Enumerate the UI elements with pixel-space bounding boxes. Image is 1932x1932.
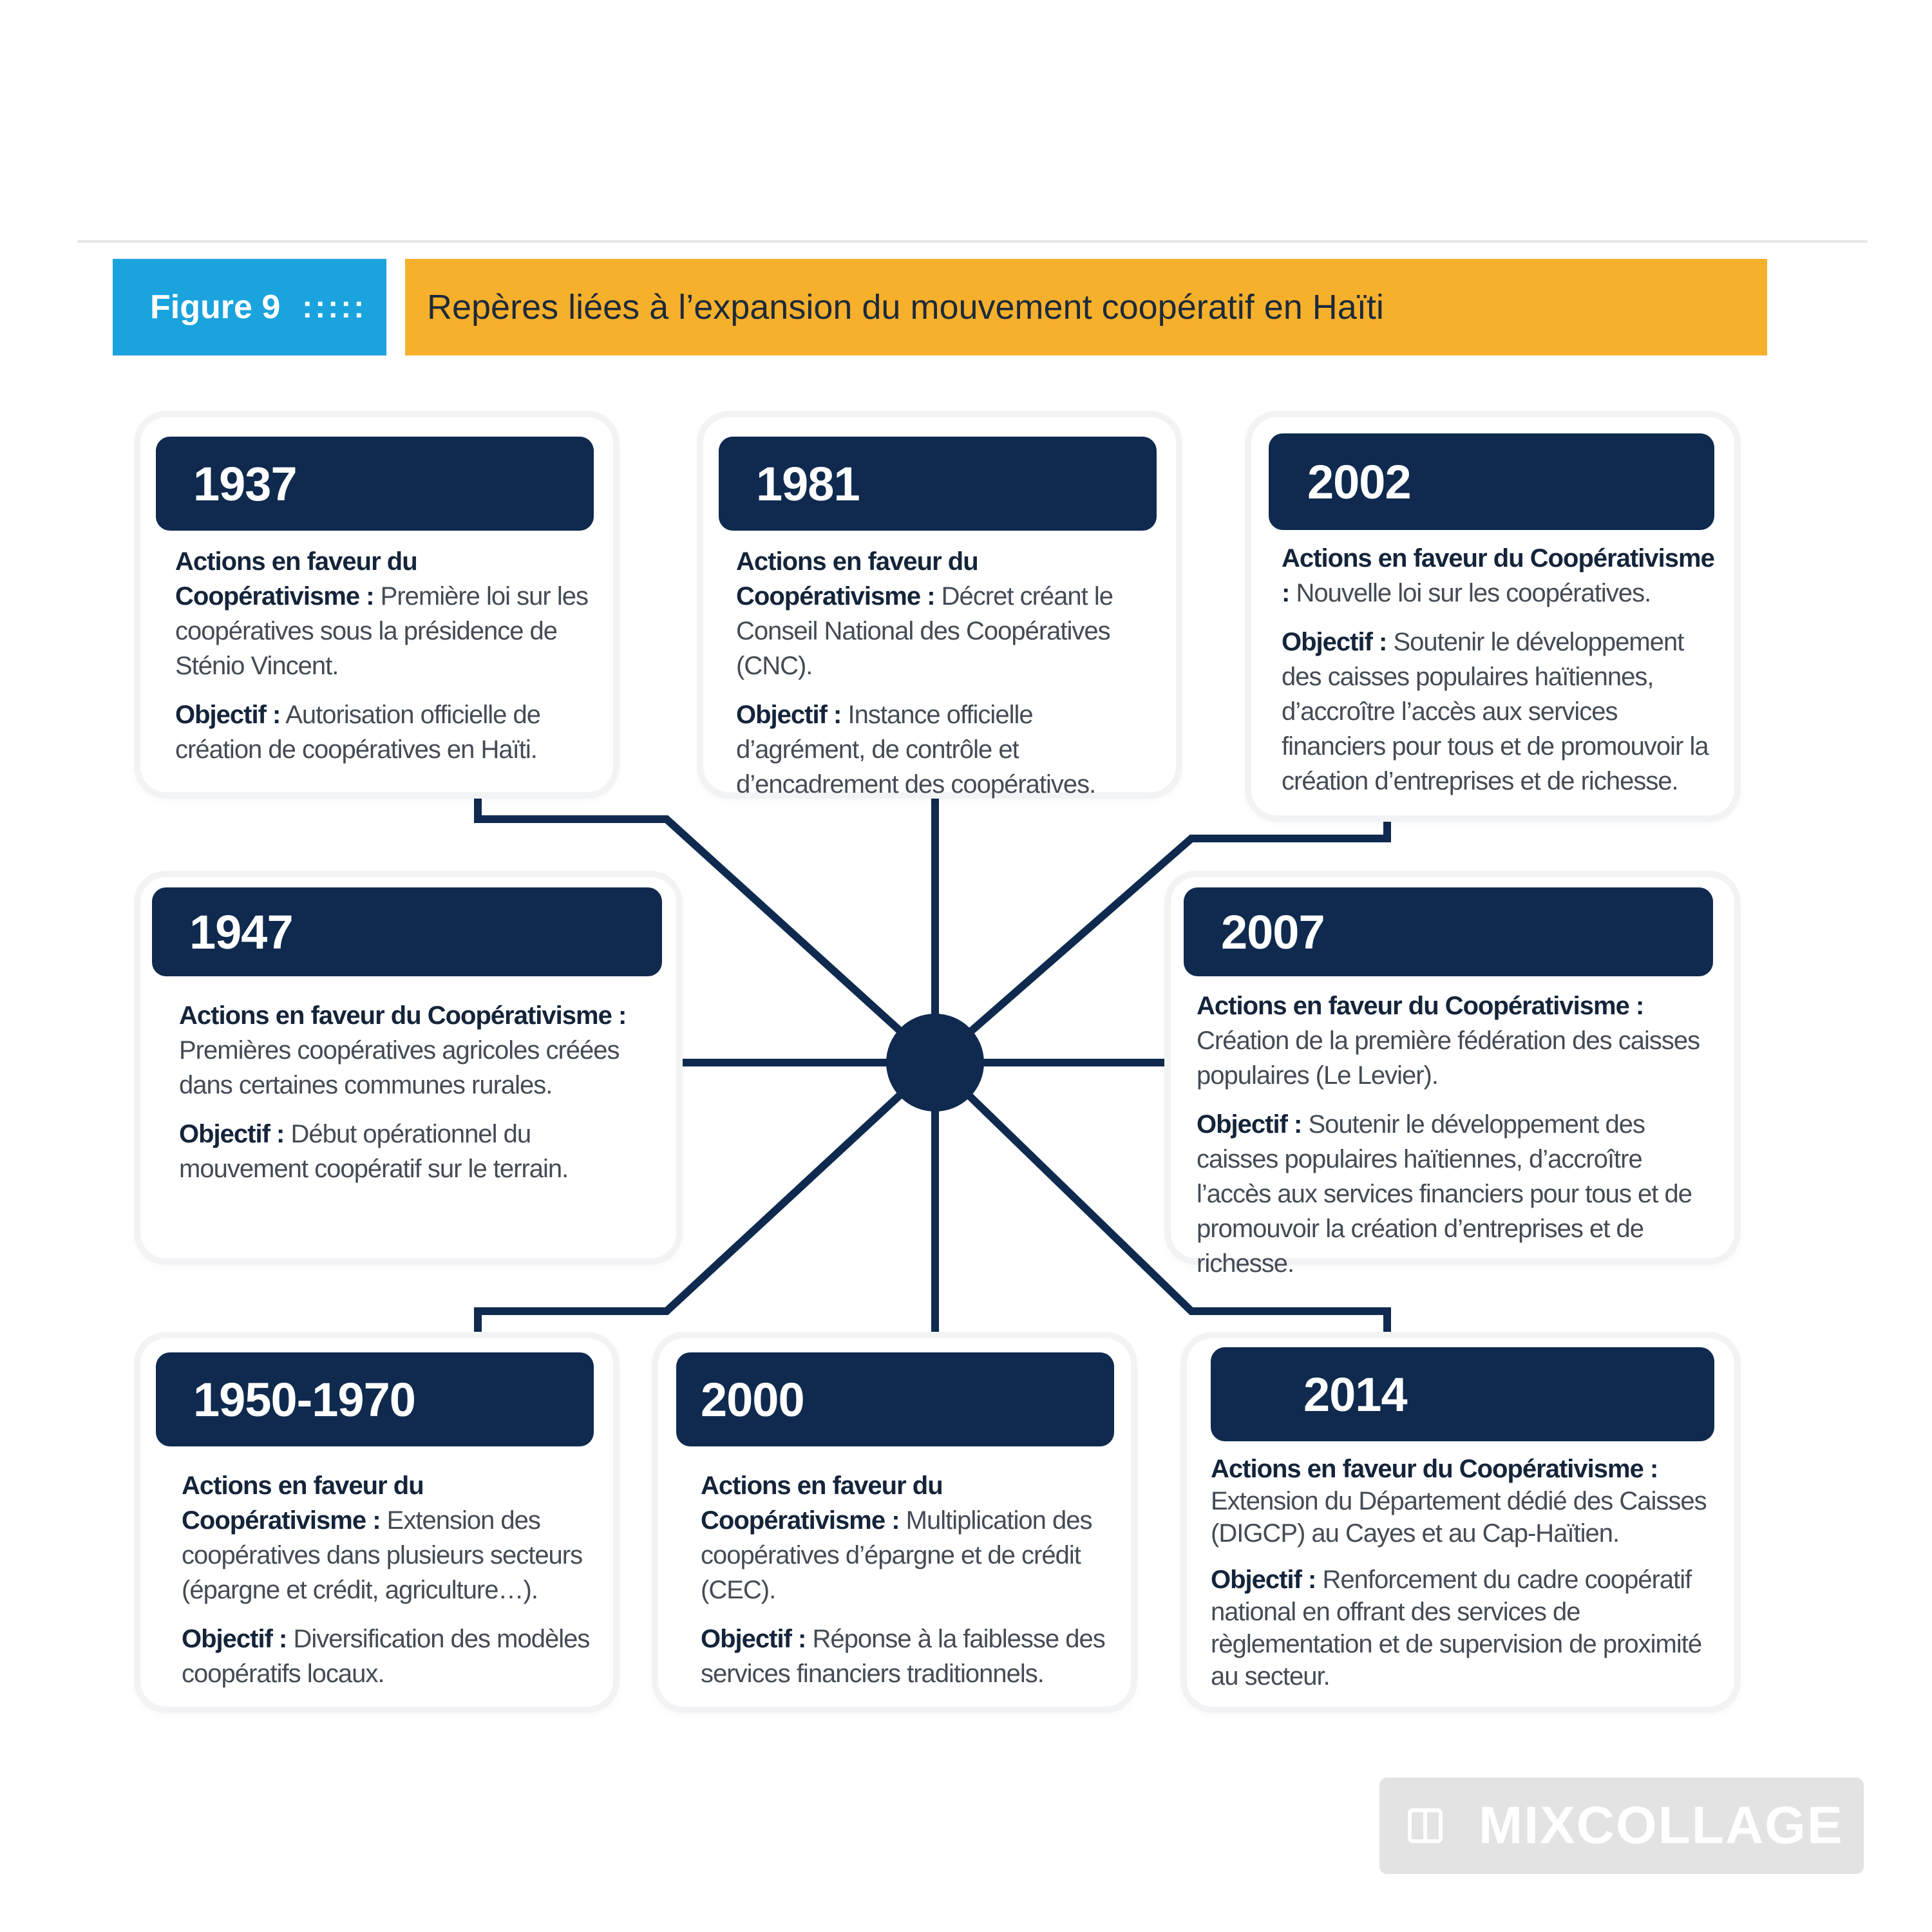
objective-text: Autorisation officielle de création de coopératives en Haïti.: [175, 701, 540, 764]
objective-label: Objectif :: [179, 1120, 285, 1148]
actions-label: Actions en faveur du Coopérativisme :: [701, 1472, 943, 1535]
milestone-text: [1197, 989, 1721, 1295]
year-badge: 1937: [156, 437, 594, 531]
objective-label: Objectif :: [175, 701, 281, 729]
year-badge: 1947: [152, 887, 662, 976]
hub-center: [886, 1014, 984, 1112]
objective-label: Objectif :: [736, 701, 842, 729]
figure-number: Figure 9: [150, 289, 281, 326]
actions-label: Actions en faveur du Coopérativisme :: [736, 547, 978, 611]
actions-label: Actions en faveur du Coopérativisme :: [175, 547, 417, 611]
actions-label: Actions en faveur du Coopérativisme :: [1282, 544, 1714, 607]
milestone-text: [1282, 541, 1726, 813]
mixcollage-watermark: [1379, 1777, 1864, 1874]
year-badge: 2007: [1184, 887, 1713, 976]
actions-label: Actions en faveur du Coopérativisme :: [179, 1001, 627, 1030]
objective-label: Objectif :: [701, 1625, 806, 1653]
year-badge: 2014: [1211, 1347, 1714, 1441]
objective-label: Objectif :: [182, 1625, 287, 1653]
objective-text: Début opérationnel du mouvement coopératif sur le terrain.: [179, 1120, 569, 1183]
milestone-text: [179, 998, 656, 1200]
actions-text: Première loi sur les coopératives sous la présidence de Sténio Vincent.: [175, 582, 588, 680]
actions-text: Création de la première fédération des caisses populaires (Le Levier).: [1197, 1027, 1700, 1090]
milestone-text: [701, 1468, 1122, 1705]
collage-icon: [1408, 1808, 1443, 1843]
objective-label: Objectif :: [1211, 1566, 1316, 1594]
year-badge: 2002: [1269, 433, 1714, 530]
objective-text: Diversification des modèles coopératifs locaux.: [182, 1625, 590, 1688]
objective-text: Renforcement du cadre coopératif national en offrant des services de règlementation et de supervision de proximité au secteur.: [1211, 1566, 1702, 1690]
figure-dots: :::::: [302, 290, 367, 325]
actions-text: Extension des coopératives dans plusieurs secteurs (épargne et crédit, agriculture…).: [182, 1506, 583, 1604]
objective-text: Soutenir le développement des caisses populaires haïtiennes, d’accroître l’accès aux services financiers pour tous et de promouvoir la création d’entreprises et de richesse.: [1282, 628, 1709, 795]
actions-text: Décret créant le Conseil National des Coopératives (CNC).: [736, 582, 1113, 680]
year-badge: 1950-1970: [156, 1352, 594, 1446]
milestone-text: [736, 544, 1168, 816]
year-badge: 2000: [676, 1352, 1114, 1446]
objective-text: Réponse à la faiblesse des services financiers traditionnels.: [701, 1625, 1105, 1688]
objective-label: Objectif :: [1282, 628, 1387, 656]
watermark-text: MIXCOLLAGE: [1479, 1796, 1844, 1855]
actions-label: Actions en faveur du Coopérativisme :: [1197, 992, 1644, 1020]
figure-title: Repères liées à l’expansion du mouvement coopératif en Haïti: [405, 259, 1767, 355]
actions-text: Nouvelle loi sur les coopératives.: [1296, 579, 1651, 607]
actions-text: Extension du Département dédié des Caisses (DIGCP) au Cayes et au Cap-Haïtien.: [1211, 1487, 1707, 1548]
objective-label: Objectif :: [1197, 1110, 1302, 1139]
milestone-text: [1211, 1453, 1719, 1707]
milestone-text: [175, 544, 600, 781]
objective-text: Soutenir le développement des caisses populaires haïtiennes, d’accroître l’accès aux services financiers pour tous et de promouvoir la création d’entreprises et de richesse.: [1197, 1110, 1692, 1278]
year-badge: 1981: [719, 437, 1157, 531]
actions-label: Actions en faveur du Coopérativisme :: [1211, 1455, 1658, 1483]
actions-text: Premières coopératives agricoles créées dans certaines communes rurales.: [179, 1036, 620, 1099]
actions-text: Multiplication des coopératives d’épargne et de crédit (CEC).: [701, 1506, 1092, 1604]
milestone-text: [182, 1468, 607, 1705]
actions-label: Actions en faveur du Coopérativisme :: [182, 1472, 424, 1535]
objective-text: Instance officielle d’agrément, de contrôle et d’encadrement des coopératives.: [736, 701, 1096, 799]
